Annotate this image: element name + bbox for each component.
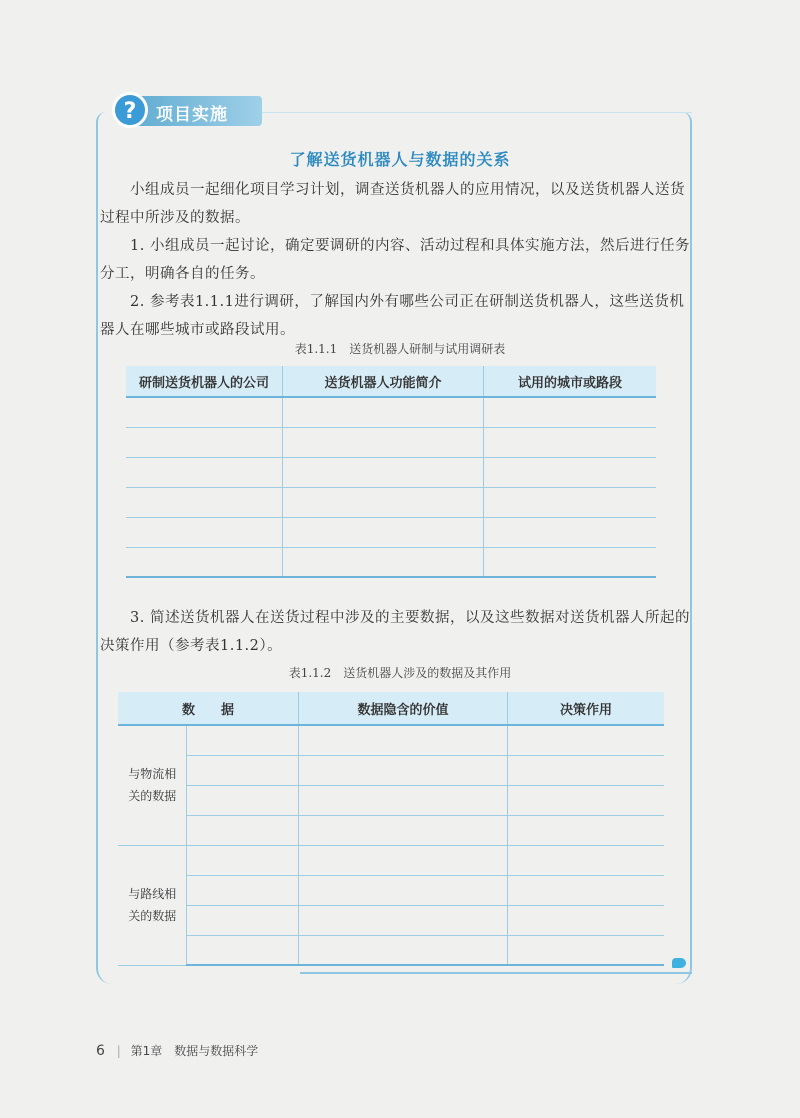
table-cell[interactable] [508,935,665,965]
table-cell[interactable] [283,427,484,457]
paragraph-step-3 [100,604,690,660]
column-header: 数 据 [118,692,299,725]
table-cell[interactable] [299,905,508,935]
table-cell[interactable] [508,845,665,875]
table-cell[interactable] [126,547,283,577]
row-group-label: 与路线相关的数据 [118,845,187,965]
table-cell[interactable] [299,935,508,965]
table-cell[interactable] [187,785,299,815]
table-cell[interactable] [283,547,484,577]
table-row [118,905,664,935]
table-data-roles [118,692,664,966]
frame-top-rule [260,112,692,113]
frame-bottom-rule [300,972,692,974]
column-header: 研制送货机器人的公司 [126,366,283,397]
table-cell[interactable] [283,457,484,487]
table-cell[interactable] [187,935,299,965]
table-row [118,755,664,785]
table-row [126,427,656,457]
table1-caption: 表1.1.1 送货机器人研制与试用调研表 [294,342,506,356]
paragraph-step-2 [100,288,690,344]
table-cell[interactable] [187,755,299,785]
column-header: 决策作用 [508,692,665,725]
page-footer [96,1042,258,1059]
table-cell[interactable] [126,457,283,487]
table-cell[interactable] [187,875,299,905]
table-cell[interactable] [508,815,665,845]
table-cell[interactable] [126,517,283,547]
table-cell[interactable] [283,517,484,547]
table-row [118,875,664,905]
chapter-title: 第1章 数据与数据科学 [130,1044,259,1058]
table-cell[interactable] [484,487,657,517]
table-cell[interactable] [299,815,508,845]
table-row [126,517,656,547]
row-group-label: 与物流相关的数据 [118,725,187,845]
paragraph-text: 1. 小组成员一起讨论，确定要调研的内容、活动过程和具体实施方法，然后进行任务分工，明确各自的任务。 [100,238,690,282]
table-header-row [126,366,656,397]
table-cell[interactable] [508,875,665,905]
section-header-label: 项目实施 [156,105,228,125]
table-cell[interactable] [126,427,283,457]
table-cell[interactable] [283,397,484,427]
table-cell[interactable] [299,875,508,905]
column-header: 数据隐含的价值 [299,692,508,725]
table-cell[interactable] [299,725,508,755]
table-row [118,845,664,875]
paragraph-intro [100,176,690,232]
table-cell[interactable] [299,785,508,815]
table-cell[interactable] [299,845,508,875]
table-cell[interactable] [484,427,657,457]
table-cell[interactable] [508,905,665,935]
table-cell[interactable] [508,785,665,815]
table-cell[interactable] [484,457,657,487]
paragraph-text: 3. 简述送货机器人在送货过程中涉及的主要数据，以及这些数据对送货机器人所起的决策作用（参考表1.1.2）。 [100,610,690,654]
column-header: 送货机器人功能简介 [283,366,484,397]
table-row [126,547,656,577]
table-cell[interactable] [484,517,657,547]
table-cell[interactable] [187,725,299,755]
table-cell[interactable] [187,815,299,845]
section-title: 了解送货机器人与数据的关系 [289,150,511,169]
table-cell[interactable] [126,487,283,517]
table-cell[interactable] [187,845,299,875]
table-row [126,397,656,427]
table-header-row [118,692,664,725]
column-header: 试用的城市或路段 [484,366,657,397]
table-row [118,785,664,815]
table-cell[interactable] [484,547,657,577]
page-corner-icon [672,958,686,968]
table-cell[interactable] [299,755,508,785]
footer-divider: | [116,1044,121,1058]
table-cell[interactable] [484,397,657,427]
table-cell[interactable] [187,905,299,935]
paragraph-step-1 [100,232,690,288]
table-row [118,725,664,755]
table-row [118,815,664,845]
table-cell[interactable] [126,397,283,427]
paragraph-text: 小组成员一起细化项目学习计划，调查送货机器人的应用情况，以及送货机器人送货过程中所涉及的数据。 [100,182,685,226]
table2-caption: 表1.1.2 送货机器人涉及的数据及其作用 [288,666,512,680]
table-cell[interactable] [283,487,484,517]
table-row [126,457,656,487]
table-row [126,487,656,517]
paragraph-text: 2. 参考表1.1.1进行调研，了解国内外有哪些公司正在研制送货机器人，这些送货机器人在哪些城市或路段试用。 [100,294,685,338]
table-cell[interactable] [508,755,665,785]
question-icon: ? [112,92,148,128]
page-number: 6 [96,1043,105,1059]
table-cell[interactable] [508,725,665,755]
table-survey [126,366,656,578]
table-row [118,935,664,965]
